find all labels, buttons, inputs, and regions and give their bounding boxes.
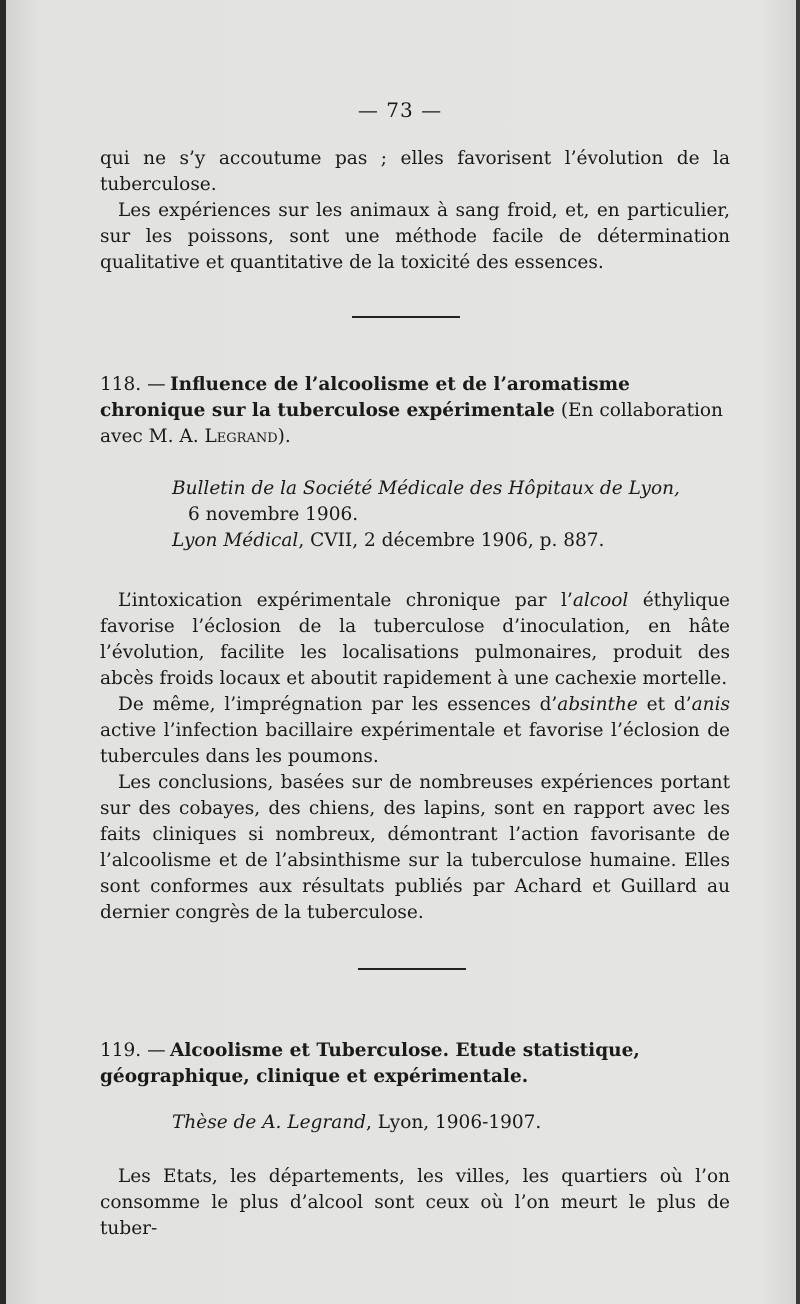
- entry-118-collab: (En collaboration avec M. A.: [100, 400, 723, 447]
- p2-italic-absinthe: absinthe: [557, 694, 638, 715]
- p2-italic-anis: anis: [691, 694, 730, 715]
- reference-these: [172, 1110, 732, 1136]
- p1-text-a: L’intoxication expérimentale chronique par l’: [118, 590, 573, 611]
- entry-118-references: [172, 476, 732, 554]
- reference-lyon-medical-detail: , CVII, 2 décembre 1906, p. 887.: [298, 530, 605, 551]
- p2-text-a: De même, l’imprégnation par les essences d’: [118, 694, 558, 715]
- entry-119-heading: [100, 1038, 730, 1090]
- reference-lyon-medical-title: Lyon Médical: [172, 530, 299, 551]
- entry-119-body: [100, 1164, 730, 1242]
- p2-text-c: active l’infection bacillaire expérimentale et favorise l’éclosion de tubercules dans les poumons.: [100, 720, 730, 767]
- entry-118-number: 118. —: [100, 374, 166, 395]
- entry-118-paragraph-3: Les conclusions, basées sur de nombreuses expériences portant sur des cobayes, des chiens, des lapins, sont en rapport avec les faits cliniques si nombreux, démontrant l’action favorisante de l’alcoolisme et de l’absinthisme sur la tuberculose humaine. Elles sont conformes aux résultats publiés par Achard et Guillard au dernier congrès de la tuberculose.: [100, 772, 730, 923]
- entry-118-paragraph-2: [100, 692, 730, 770]
- page-number: — 73 —: [357, 98, 443, 122]
- intro-text: [100, 146, 730, 276]
- p2-text-b: et d’: [637, 694, 692, 715]
- intro-paragraph-1: qui ne s’y accoutume pas ; elles favorisent l’évolution de la tuberculose.: [100, 148, 730, 195]
- reference-these-title: Thèse de A. Legrand: [172, 1112, 367, 1133]
- scan-edge-right: [796, 0, 800, 1304]
- p1-text-b: éthylique favorise l’éclosion de la tuberculose d’inoculation, en hâte l’évolution, facilite les localisations pulmonaires, produit des abcès froids locaux et aboutit rapidement à une cachexie mortelle.: [100, 590, 731, 689]
- entry-119-reference: [172, 1110, 732, 1136]
- section-divider-2: [358, 968, 466, 970]
- entry-118-collab-name: Legrand: [204, 426, 278, 447]
- p1-italic: alcool: [572, 590, 629, 611]
- entry-119-paragraph-1: Les Etats, les départements, les villes, les quartiers où l’on consomme le plus d’alcool sont ceux où l’on meurt le plus de tuber-: [100, 1166, 730, 1239]
- reference-lyon-medical: [172, 528, 732, 554]
- entry-118-body: [100, 588, 730, 926]
- entry-118-heading: [100, 372, 730, 450]
- reference-bulletin-date: 6 novembre 1906.: [188, 504, 359, 525]
- entry-118-title: Influence de l’alcoolisme et de l’aromatisme chronique sur la tuberculose expérimentale: [100, 374, 630, 421]
- reference-these-detail: , Lyon, 1906-1907.: [366, 1112, 542, 1133]
- entry-118-paragraph-1: [100, 588, 730, 692]
- entry-119-number: 119. —: [100, 1040, 166, 1061]
- section-divider-1: [352, 316, 460, 318]
- entry-118-collab-end: ).: [277, 426, 291, 447]
- scan-edge-left: [0, 0, 6, 1304]
- entry-119-title: Alcoolisme et Tuberculose. Etude statistique, géographique, clinique et expérimentale.: [100, 1040, 640, 1087]
- reference-bulletin: Bulletin de la Société Médicale des Hôpitaux de Lyon,: [172, 478, 680, 499]
- intro-paragraph-2: Les expériences sur les animaux à sang froid, et, en particulier, sur les poissons, sont une méthode facile de détermination qualitative et quantitative de la toxicité des essences.: [100, 200, 730, 273]
